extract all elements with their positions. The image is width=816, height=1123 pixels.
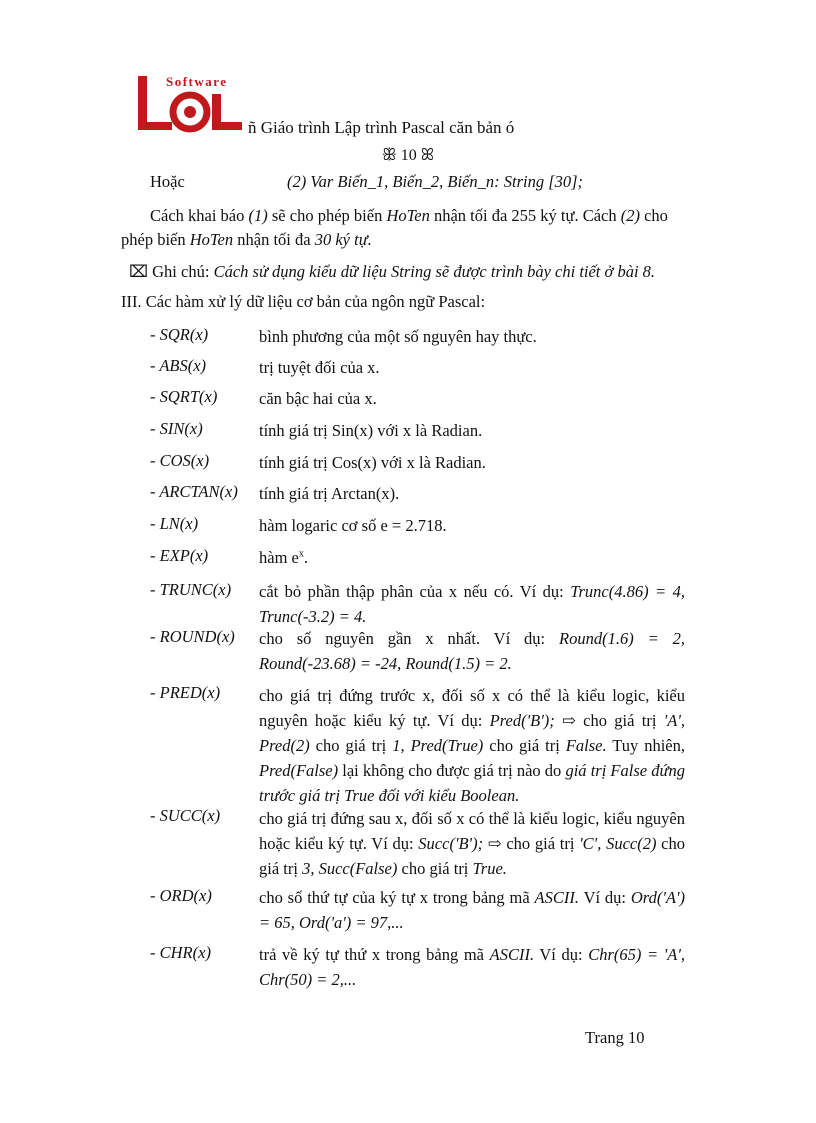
function-desc: hàm logaric cơ số e = 2.718. bbox=[259, 516, 447, 535]
function-desc: trị tuyệt đối của x. bbox=[259, 358, 380, 377]
function-name: - SQRT(x) bbox=[150, 387, 218, 406]
header-title: ñ Giáo trình Lập trình Pascal căn bản ó bbox=[248, 118, 515, 137]
function-name: - SQR(x) bbox=[150, 325, 209, 344]
function-desc: hàm $e^x$. bbox=[259, 548, 308, 567]
arrow-icon: ⇨ bbox=[554, 711, 584, 730]
function-desc: tính giá trị Cos(x) với x là Radian. bbox=[259, 453, 486, 472]
software-logo bbox=[132, 70, 244, 138]
decl-code: (2) Var Biến_1, Biến_2, Biến_n: String [30]; bbox=[287, 172, 584, 191]
decl-label: Hoặc bbox=[150, 172, 185, 191]
function-name: - LN(x) bbox=[150, 514, 199, 533]
logo-text: Software bbox=[166, 74, 228, 89]
note-text: Cách sử dụng kiểu dữ liệu String sẽ được trình bày chi tiết ở bài 8. bbox=[213, 262, 656, 281]
function-desc: căn bậc hai của x. bbox=[259, 389, 377, 408]
para1-line2: phép biến HoTen nhận tối đa 30 ký tự. bbox=[121, 230, 372, 249]
arrow-icon: ⇨ bbox=[483, 834, 507, 853]
function-desc: tính giá trị Arctan(x). bbox=[259, 484, 400, 503]
note-icon: ⌧ bbox=[129, 262, 149, 281]
function-desc: bình phương của một số nguyên hay thực. bbox=[259, 327, 537, 346]
para1-line1: Cách khai báo (1) sẽ cho phép biến HoTen nhận tối đa 255 ký tự. Cách (2) cho bbox=[150, 206, 668, 225]
header-page-marker: ꕥ 10 ꕤ bbox=[381, 147, 435, 164]
function-name: - COS(x) bbox=[150, 451, 210, 470]
function-name: - ARCTAN(x) bbox=[150, 482, 238, 501]
function-name: - SIN(x) bbox=[150, 419, 203, 438]
section-heading: III. Các hàm xử lý dữ liệu cơ bản của ngôn ngữ Pascal: bbox=[121, 292, 486, 311]
function-name: - ABS(x) bbox=[150, 356, 207, 375]
function-desc: tính giá trị Sin(x) với x là Radian. bbox=[259, 421, 483, 440]
note: ⌧ Ghi chú: Cách sử dụng kiểu dữ liệu String sẽ được trình bày chi tiết ở bài 8. bbox=[129, 262, 656, 281]
page-footer: Trang 10 bbox=[585, 1028, 645, 1047]
function-name: - EXP(x) bbox=[150, 546, 209, 565]
